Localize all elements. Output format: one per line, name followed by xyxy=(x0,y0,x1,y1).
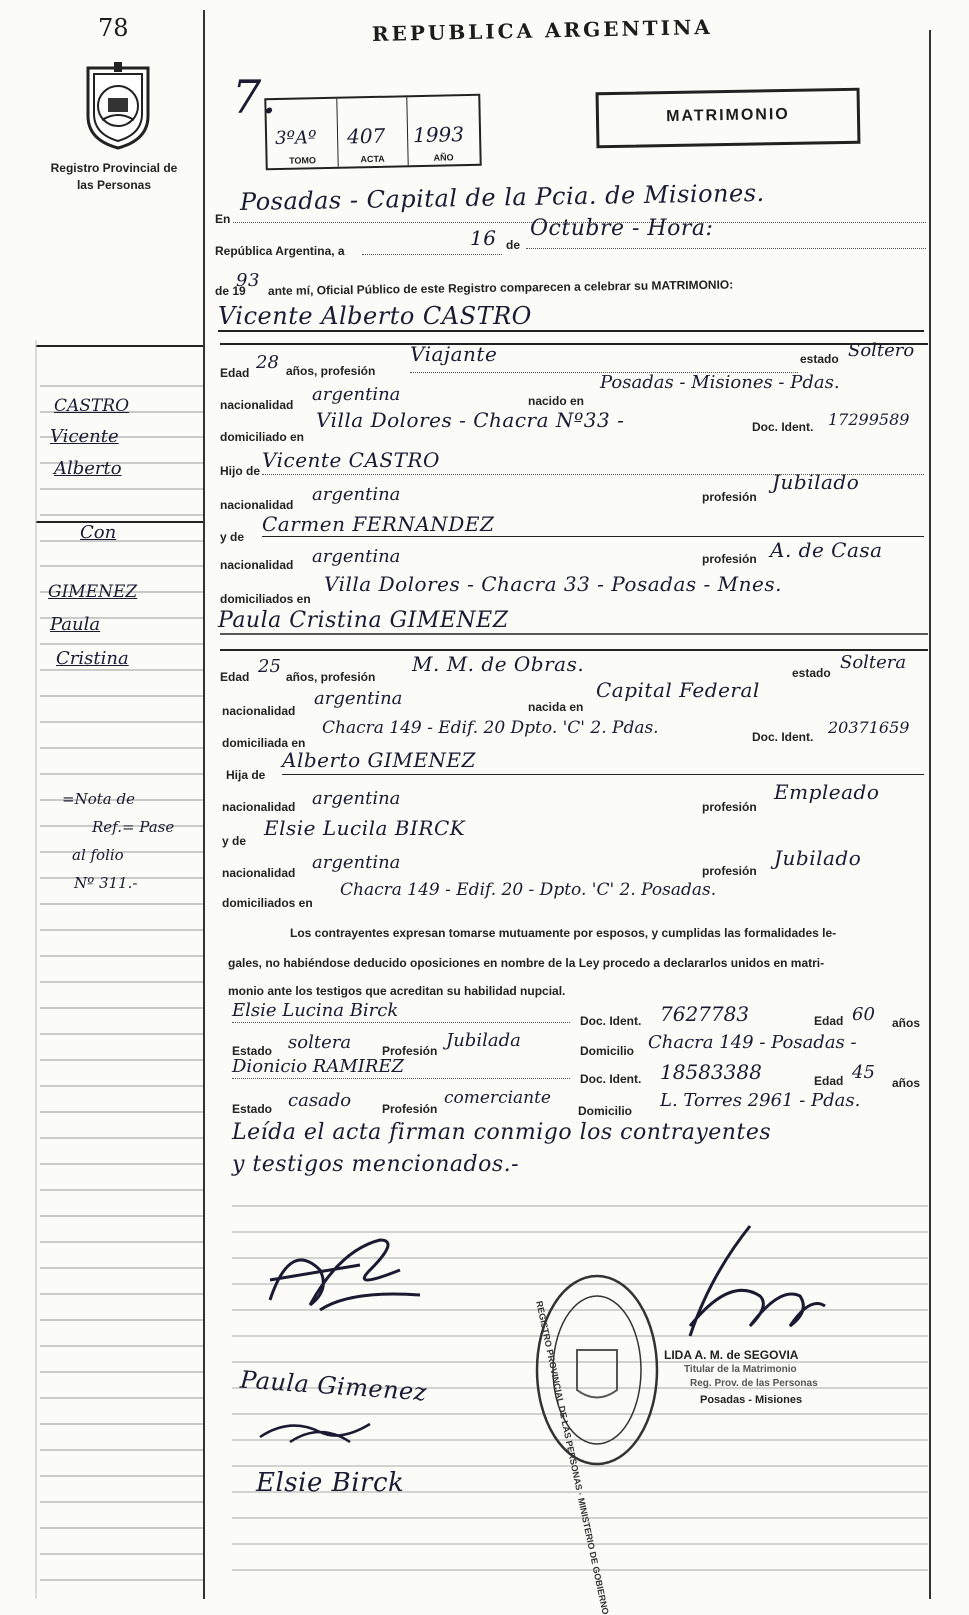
bride-dom-label: domiciliada en xyxy=(222,736,306,750)
witness2-anos: años xyxy=(892,1076,921,1090)
bride-estado: Soltera xyxy=(840,652,907,673)
witness2-edad-label: Edad xyxy=(814,1074,844,1088)
mes-value: Octubre - Hora: xyxy=(530,216,714,241)
bride-nacida-label: nacida en xyxy=(528,700,584,714)
ano-value: 1993 xyxy=(412,122,465,148)
groom-edad-label: Edad xyxy=(220,366,250,380)
country-title: REPUBLICA ARGENTINA xyxy=(371,14,714,46)
groom-name-underline xyxy=(218,330,924,332)
margin-nota-line1: =Nota de xyxy=(62,790,135,808)
witness-signature: Elsie Birck xyxy=(256,1468,405,1498)
witness1-estado: soltera xyxy=(288,1032,352,1053)
stamp-official-line2: Titular de la Matrimonio xyxy=(684,1364,797,1375)
groom-madre-nac: argentina xyxy=(312,546,401,567)
bride-padres-dom: Chacra 149 - Edif. 20 - Dpto. 'C' 2. Posadas. xyxy=(340,880,717,900)
groom-madre-prof-label: profesión xyxy=(702,552,757,566)
bride-anos-prof-label: años, profesión xyxy=(286,670,376,684)
margin-bride-surname: GIMENEZ xyxy=(48,582,138,602)
acta-value: 407 xyxy=(346,123,386,149)
bride-padres-dom-label: domiciliados en xyxy=(222,896,313,910)
groom-signature-scribble xyxy=(250,1220,430,1320)
witness2-dom-label: Domicilio xyxy=(578,1104,633,1118)
declaration-line2: gales, no habiéndose deducido oposiciones en nombre de la Ley procedo a declararlos unidos en matri- xyxy=(228,956,825,970)
margin-con: Con xyxy=(80,522,117,543)
witness2-estado: casado xyxy=(288,1090,352,1111)
act-type-label: MATRIMONIO xyxy=(665,105,790,126)
witness2-dom: L. Torres 2961 - Pdas. xyxy=(660,1090,861,1111)
acta-label: ACTA xyxy=(360,153,385,165)
witness2-doc-label: Doc. Ident. xyxy=(580,1072,642,1086)
groom-dom-label: domiciliado en xyxy=(220,430,305,444)
province-seal-icon xyxy=(78,60,158,152)
witness1-edad-label: Edad xyxy=(814,1014,844,1028)
bride-name: Paula Cristina GIMENEZ xyxy=(218,608,509,633)
bride-madre-nac-label: nacionalidad xyxy=(222,866,296,880)
witness2-name: Dionicio RAMIREZ xyxy=(232,1056,405,1077)
dia-underline xyxy=(362,254,502,255)
bride-padre-prof-label: profesión xyxy=(702,800,757,814)
tomo-cell xyxy=(266,99,338,168)
stamp-official-line1: LIDA A. M. de SEGOVIA xyxy=(664,1348,799,1362)
bride-madre: Elsie Lucila BIRCK xyxy=(264,816,466,840)
witness2-edad: 45 xyxy=(852,1062,875,1083)
witness1-prof-label: Profesión xyxy=(382,1044,438,1058)
groom-padre-nac: argentina xyxy=(312,484,401,505)
closing-line1: Leída el acta firman conmigo los contrayentes xyxy=(232,1120,772,1145)
acta-cell xyxy=(336,97,408,166)
margin-bride-name2: Cristina xyxy=(56,648,129,669)
groom-padre-nac-label: nacionalidad xyxy=(220,498,294,512)
closing-line2: y testigos mencionados.- xyxy=(232,1152,520,1177)
bride-domicilio: Chacra 149 - Edif. 20 Dpto. 'C' 2. Pdas. xyxy=(322,718,659,738)
witness1-doc: 7627783 xyxy=(660,1002,750,1026)
declaration-line1: Los contrayentes expresan tomarse mutuamente por esposos, y cumplidas las formalidades le- xyxy=(290,926,837,940)
groom-profesion: Viajante xyxy=(410,342,498,366)
ano-cell xyxy=(406,96,479,165)
groom-yde-label: y de xyxy=(220,530,245,544)
act-type-box xyxy=(596,88,861,149)
groom-padre: Vicente CASTRO xyxy=(262,448,440,472)
groom-madre-underline xyxy=(262,536,924,537)
bride-nac-label: nacionalidad xyxy=(222,704,296,718)
witness1-dom: Chacra 149 - Posadas - xyxy=(648,1032,857,1053)
witness1-name-underline xyxy=(232,1022,570,1023)
en-value: Posadas - Capital de la Pcia. de Misiones. xyxy=(239,178,765,216)
bride-doc-label: Doc. Ident. xyxy=(752,730,814,744)
groom-doc: 17299589 xyxy=(828,410,910,429)
bride-edad-label: Edad xyxy=(220,670,250,684)
groom-estado-label: estado xyxy=(800,352,839,366)
witness2-prof-label: Profesión xyxy=(382,1102,438,1116)
official-signature-scribble xyxy=(650,1216,830,1346)
bride-nacida-en: Capital Federal xyxy=(596,678,760,702)
republica-label: República Argentina, a xyxy=(215,244,345,258)
groom-name: Vicente Alberto CASTRO xyxy=(218,302,532,330)
bride-madre-prof-label: profesión xyxy=(702,864,757,878)
groom-domicilio: Villa Dolores - Chacra Nº33 - xyxy=(316,408,625,432)
margin-nota-line2: Ref.= Pase xyxy=(92,818,175,836)
groom-padre-prof: Jubilado xyxy=(772,470,860,494)
groom-nacionalidad: argentina xyxy=(312,384,401,405)
intro-statement: ante mí, Oficial Público de este Registro comparecen a celebrar su MATRIMONIO: xyxy=(267,277,734,298)
stamp-official-line3: Reg. Prov. de las Personas xyxy=(690,1378,818,1389)
bride-estado-label: estado xyxy=(792,666,831,680)
bride-yde-label: y de xyxy=(222,834,247,848)
witness1-dom-label: Domicilio xyxy=(580,1044,635,1058)
groom-nac-label: nacionalidad xyxy=(220,398,294,412)
bride-profesion: M. M. de Obras. xyxy=(412,652,585,676)
bride-doc: 20371659 xyxy=(828,718,910,737)
tomo-value: 3ºAº xyxy=(274,127,317,150)
witness1-doc-label: Doc. Ident. xyxy=(580,1014,642,1028)
witness1-name: Elsie Lucina Birck xyxy=(232,1000,399,1021)
tomo-label: TOMO xyxy=(289,155,317,166)
mes-underline xyxy=(526,248,926,249)
year-value: 93 xyxy=(236,270,260,291)
bride-padre-prof: Empleado xyxy=(774,780,880,804)
witness2-name-underline xyxy=(232,1078,570,1079)
ano-label: AÑO xyxy=(433,152,454,163)
bride-nacionalidad: argentina xyxy=(314,688,403,709)
corner-mark: 7. xyxy=(232,70,277,124)
page-number: 78 xyxy=(98,14,129,42)
margin-groom-surname: CASTRO xyxy=(54,396,130,416)
witness1-prof: Jubilada xyxy=(446,1030,521,1051)
registry-name: Registro Provincial de las Personas xyxy=(50,161,178,192)
groom-nacido-label: nacido en xyxy=(528,394,585,408)
groom-hijo-label: Hijo de xyxy=(220,464,261,478)
groom-nacido-en: Posadas - Misiones - Pdas. xyxy=(600,372,840,393)
stamp-official-line4: Posadas - Misiones xyxy=(700,1394,803,1406)
groom-edad: 28 xyxy=(256,352,279,373)
groom-estado: Soltero xyxy=(848,340,915,361)
mes-de-label: de xyxy=(506,238,521,252)
en-label: En xyxy=(215,212,231,226)
witness2-prof: comerciante xyxy=(444,1088,551,1108)
groom-padres-dom-label: domiciliados en xyxy=(220,592,311,606)
groom-padre-prof-label: profesión xyxy=(702,490,757,504)
groom-madre-prof: A. de Casa xyxy=(770,538,883,562)
bride-madre-nac: argentina xyxy=(312,852,401,873)
groom-madre: Carmen FERNANDEZ xyxy=(262,512,495,536)
declaration-line3: monio ante los testigos que acreditan su habilidad nupcial. xyxy=(228,984,566,998)
witness1-edad: 60 xyxy=(852,1004,875,1025)
witness2-estado-label: Estado xyxy=(232,1102,273,1116)
stamp-ring-text: REGISTRO PROVINCIAL DE LAS PERSONAS · MINISTERIO DE GOBIERNO xyxy=(534,1300,611,1615)
groom-madre-nac-label: nacionalidad xyxy=(220,558,294,572)
bride-madre-prof: Jubilado xyxy=(774,846,862,870)
bride-signature: Paula Gimenez xyxy=(239,1365,428,1407)
groom-anos-prof-label: años, profesión xyxy=(286,364,376,378)
margin-groom-name2: Alberto xyxy=(54,458,122,479)
witness2-doc: 18583388 xyxy=(660,1060,762,1084)
bride-padre-nac: argentina xyxy=(312,788,401,809)
year-prefix: de 19 xyxy=(215,284,246,298)
bride-hija-label: Hija de xyxy=(226,768,266,782)
bride-padre-underline xyxy=(282,774,924,775)
witness1-estado-label: Estado xyxy=(232,1044,273,1058)
bride-padre-nac-label: nacionalidad xyxy=(222,800,296,814)
witness1-anos: años xyxy=(892,1016,921,1030)
margin-bride-name1: Paula xyxy=(50,614,101,635)
margin-nota-line4: Nº 311.- xyxy=(74,874,138,892)
signature-scribble xyxy=(250,1412,380,1452)
bride-edad: 25 xyxy=(258,656,281,677)
margin-nota-line3: al folio xyxy=(72,846,124,864)
margin-groom-name1: Vicente xyxy=(50,426,119,447)
groom-padres-dom: Villa Dolores - Chacra 33 - Posadas - Mnes. xyxy=(324,572,782,596)
groom-doc-label: Doc. Ident. xyxy=(752,420,814,434)
bride-padre: Alberto GIMENEZ xyxy=(282,748,476,772)
act-number-box xyxy=(264,94,481,171)
dia-value: 16 xyxy=(470,226,497,250)
